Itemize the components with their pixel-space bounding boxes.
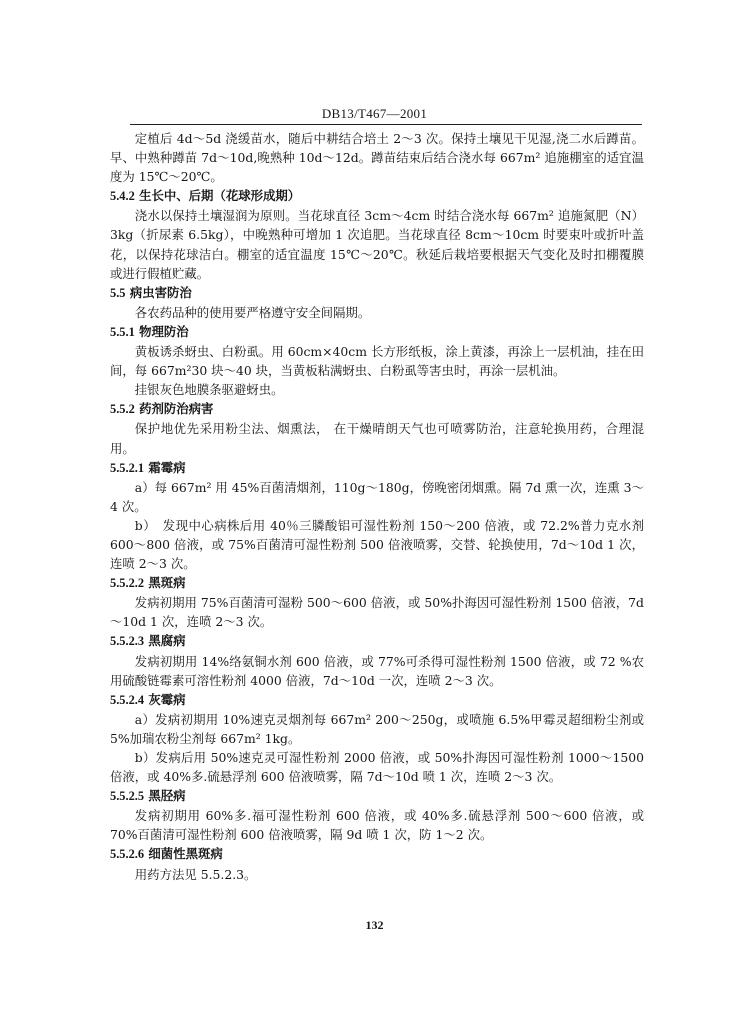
- body-paragraph: b）发病后用 50%速克灵可湿性粉剂 2000 倍液，或 50%扑海因可湿性粉剂 1000～1500 倍液，或 40%多.硫悬浮剂 600 倍液喷雾，隔 7d～10d 喷 1 次，连喷 2～3 次。: [110, 750, 644, 785]
- body-paragraph: 挂银灰色地膜条驱避蚜虫。: [134, 382, 284, 398]
- section-heading: [110, 186, 644, 206]
- section-title: 霜霉病: [144, 459, 186, 475]
- body-paragraph: 保护地优先采用粉尘法、烟熏法， 在干燥晴朗天气也可喷雾防治，注意轮换用药，合理混用。: [110, 421, 644, 456]
- section-title: 细菌性黑斑病: [144, 846, 223, 862]
- body-paragraph: 定植后 4d～5d 浇缓苗水，随后中耕结合培土 2～3 次。保持土壤见干见湿,浇二水后蹲苗。早、中熟种蹲苗 7d～10d,晚熟种 10d～12d。蹲苗结束后结合浇水每 667m² 追施棚室的适宜温度为 15℃～20℃。: [110, 131, 644, 185]
- body-paragraph: 用药方法见 5.5.2.3。: [134, 866, 257, 882]
- section-heading: [110, 573, 644, 593]
- section-title: 物理防治: [134, 323, 189, 339]
- section-title: 药剂防治病害: [134, 401, 214, 417]
- body-paragraph: 浇水以保持土壤湿润为原则。当花球直径 3cm～4cm 时结合浇水每 667m² 追施氮肥（N）3kg（折尿素 6.5kg），中晚熟种可增加 1 次追肥。当花球直径 8cm～10cm 时要束叶或折叶盖花，以保持花球洁白。棚室的适宜温度 15℃～20℃。秋延后栽培要根据天气变化及时扣棚覆膜或进行假植贮藏。: [110, 208, 644, 281]
- section-heading: [110, 283, 644, 303]
- header-rule: [130, 124, 642, 125]
- body-paragraph: 发病初期用 75%百菌清可湿粉 500～600 倍液，或 50%扑海因可湿性粉剂 1500 倍液，7d～10d 1 次，连喷 2～3 次。: [110, 595, 644, 630]
- section-heading: [110, 690, 644, 710]
- section-number: 5.4.2: [110, 189, 135, 204]
- section-title: 生长中、后期（花球形成期）: [134, 188, 301, 204]
- section-title: 黑胫病: [144, 788, 186, 804]
- body-paragraph: 各农药品种的使用要严格遵守安全间隔期。: [134, 304, 371, 320]
- section-number: 5.5.2.2: [110, 576, 145, 591]
- section-heading: [110, 844, 644, 864]
- section-title: 黑腐病: [144, 633, 186, 649]
- body-paragraph: b） 发现中心病株后用 40％三膦酸铝可湿性粉剂 150～200 倍液，或 72.2%普力克水剂 600～800 倍液，或 75%百菌清可湿性粉剂 500 倍液喷雾，交替、轮换使用，7d～10d 1 次，连喷 2～3 次。: [110, 517, 644, 572]
- section-heading: [110, 399, 644, 419]
- section-number: 5.5.1: [110, 324, 135, 339]
- section-number: 5.5.2.5: [110, 789, 145, 804]
- body-paragraph: a）每 667m² 用 45%百菌清烟剂，110g～180g，傍晚密闭烟熏。隔 7d 熏一次，连熏 3～4 次。: [110, 479, 644, 514]
- body-paragraph: 黄板诱杀蚜虫、白粉虱。用 60cm×40cm 长方形纸板，涂上黄漆，再涂上一层机油，挂在田间，每 667m²30 块～40 块，当黄板粘满蚜虫、白粉虱等害虫时，再涂一层机油。: [110, 344, 644, 379]
- section-heading: [110, 458, 644, 478]
- body-paragraph: a）发病初期用 10%速克灵烟剂每 667m² 200～250g，或喷施 6.5%甲霉灵超细粉尘剂或 5%加瑞农粉尘剂每 667m² 1kg。: [110, 711, 644, 746]
- section-number: 5.5.2.3: [110, 634, 145, 649]
- document-body: [110, 129, 644, 884]
- section-heading: [110, 322, 644, 342]
- section-number: 5.5.2.6: [110, 847, 145, 862]
- section-number: 5.5.2.4: [110, 692, 145, 707]
- section-heading: [110, 631, 644, 651]
- section-title: 灰霉病: [144, 691, 186, 707]
- section-title: 病虫害防治: [125, 284, 192, 300]
- body-paragraph: 发病初期用 60%多.福可湿性粉剂 600 倍液，或 40%多.硫悬浮剂 500～600 倍液，或 70%百菌清可湿性粉剂 600 倍液喷雾，隔 9d 喷 1 次，防 1～2 次。: [110, 808, 644, 843]
- document-header: DB13/T467—2001: [321, 106, 428, 121]
- section-number: 5.5: [110, 285, 126, 300]
- body-paragraph: 发病初期用 14%络氨铜水剂 600 倍液，或 77%可杀得可湿性粉剂 1500 倍液，或 72 %农用硫酸链霉素可溶性粉剂 4000 倍液，7d～10d 一次，连喷 2～3 次。: [110, 653, 644, 688]
- page-number: 132: [365, 918, 384, 932]
- section-heading: [110, 786, 644, 806]
- section-number: 5.5.2: [110, 402, 135, 417]
- section-number: 5.5.2.1: [110, 460, 145, 475]
- section-title: 黑斑病: [144, 575, 186, 591]
